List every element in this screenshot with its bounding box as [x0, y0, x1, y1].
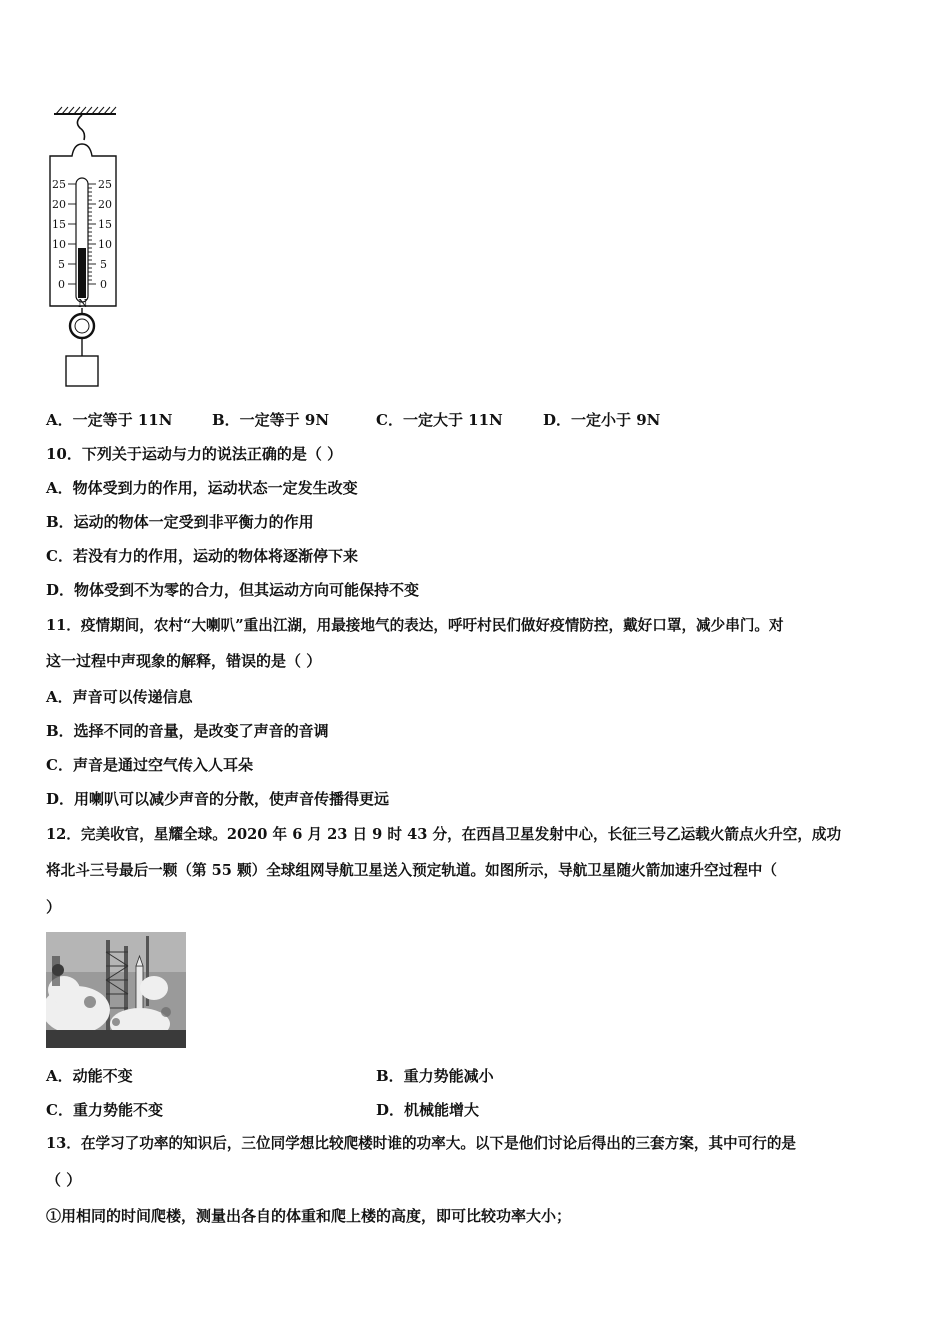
- q9-option-d: D．一定小于 9N: [543, 411, 661, 429]
- q10-option-b: B．运动的物体一定受到非平衡力的作用: [46, 513, 314, 531]
- right-scale-label: 0: [100, 278, 107, 291]
- spring-indicator: [78, 248, 86, 298]
- q11-stem-line2: 这一过程中声现象的解释，错误的是（ ）: [46, 652, 322, 670]
- right-scale-label: 5: [100, 258, 107, 271]
- left-scale-label: 15: [52, 218, 66, 231]
- unit-label: N: [78, 297, 88, 310]
- q12-option-c: C．重力势能不变: [46, 1101, 163, 1119]
- q11-stem-line1: 11．疫情期间，农村“大喇叭”重出江湖，用最接地气的表达，呼吁村民们做好疫情防控，戴好口罩，减少串门。对: [46, 617, 784, 634]
- q11-option-c: C．声音是通过空气传入人耳朵: [46, 756, 253, 774]
- q10-option-d: D．物体受到不为零的合力，但其运动方向可能保持不变: [46, 581, 420, 599]
- left-scale-label: 20: [52, 198, 66, 211]
- q11-option-d: D．用喇叭可以减少声音的分散，使声音传播得更远: [46, 790, 390, 808]
- bottom-ring: [70, 314, 94, 338]
- top-hook: [77, 115, 84, 140]
- q10-stem: 10．下列关于运动与力的说法正确的是（ ）: [46, 445, 343, 463]
- q11-option-b: B．选择不同的音量，是改变了声音的音调: [46, 722, 329, 740]
- right-scale-label: 25: [98, 178, 112, 191]
- rocket-launch-photo: [46, 932, 186, 1048]
- q12-stem-line3: ）: [46, 898, 62, 916]
- right-scale-label: 20: [98, 198, 112, 211]
- hanging-weight: [66, 356, 98, 386]
- left-scale-label: 25: [52, 178, 66, 191]
- right-scale-label: 15: [98, 218, 112, 231]
- left-scale-label: 5: [58, 258, 65, 271]
- q9-option-a: A．一定等于 11N: [46, 411, 173, 429]
- q12-stem-line1: 12．完美收官，星耀全球。2020 年 6 月 23 日 9 时 43 分，在西昌卫星发射中心，长征三号乙运载火箭点火升空，成功: [46, 826, 842, 843]
- q13-stem-line1: 13．在学习了功率的知识后，三位同学想比较爬楼时谁的功率大。以下是他们讨论后得出的三套方案，其中可行的是: [46, 1135, 797, 1152]
- q13-plan1: ①用相同的时间爬楼，测量出各自的体重和爬上楼的高度，即可比较功率大小；: [46, 1207, 572, 1225]
- q12-option-a: A．动能不变: [46, 1067, 133, 1085]
- ceiling-hatch: [54, 107, 116, 114]
- right-scale-label: 10: [98, 238, 112, 251]
- spring-scale-figure: [44, 104, 130, 394]
- q9-option-c: C．一定大于 11N: [376, 411, 503, 429]
- q12-option-d: D．机械能增大: [376, 1101, 480, 1119]
- q10-option-a: A．物体受到力的作用，运动状态一定发生改变: [46, 479, 358, 497]
- left-scale-label: 0: [58, 278, 65, 291]
- q9-option-b: B．一定等于 9N: [212, 411, 330, 429]
- q13-stem-line2: （ ）: [46, 1171, 82, 1189]
- q10-option-c: C．若没有力的作用，运动的物体将逐渐停下来: [46, 547, 358, 565]
- left-scale-label: 10: [52, 238, 66, 251]
- q12-stem-line2: 将北斗三号最后一颗（第 55 颗）全球组网导航卫星送入预定轨道。如图所示，导航卫星随火箭加速升空过程中（: [46, 862, 777, 879]
- q11-option-a: A．声音可以传递信息: [46, 688, 193, 706]
- q12-option-b: B．重力势能减小: [376, 1067, 494, 1085]
